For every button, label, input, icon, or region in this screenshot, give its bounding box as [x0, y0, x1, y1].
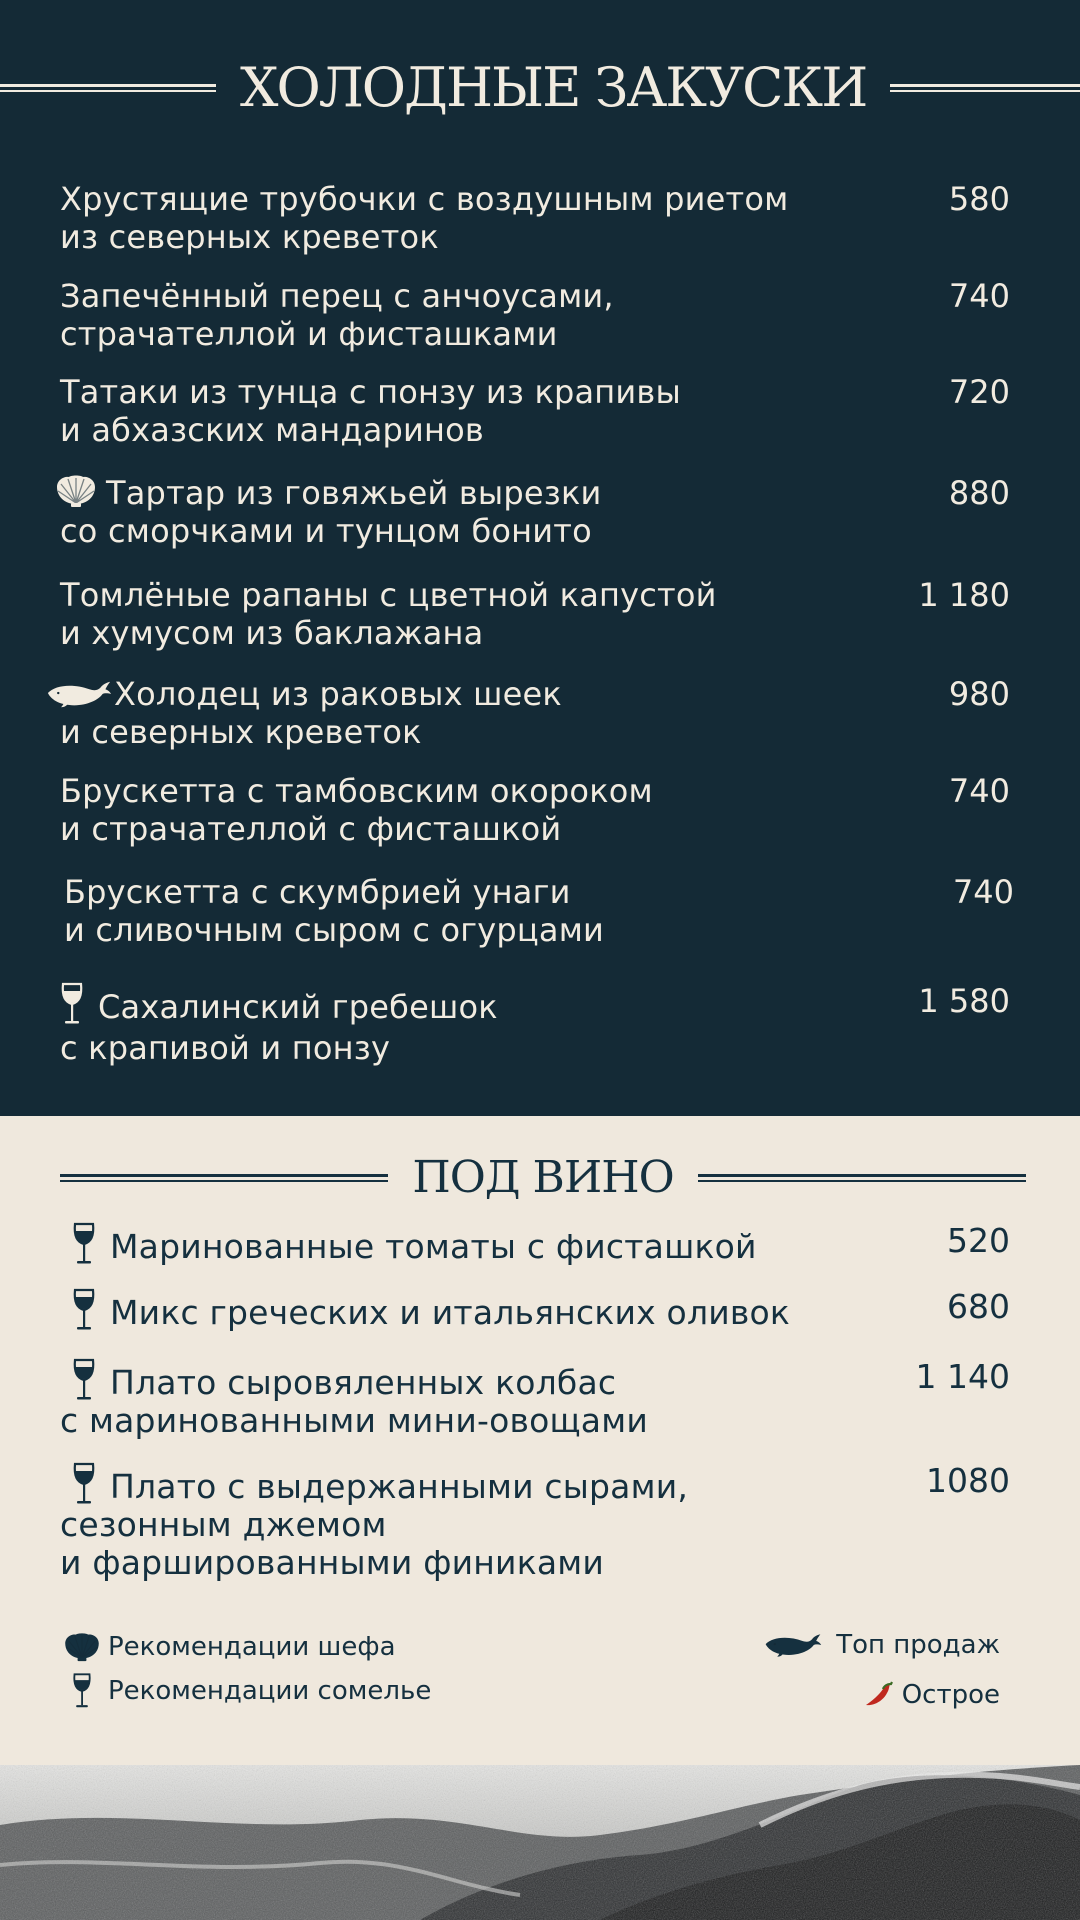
cold-section-header: [0, 56, 1080, 119]
title-divider-left: [60, 1174, 388, 1182]
wine-section-title: ПОД ВИНО: [412, 1152, 674, 1203]
item-name: Татаки из тунца с понзу из крапивы и абхазских мандаринов: [60, 373, 681, 449]
item-price: 520: [947, 1221, 1010, 1260]
item-price: 680: [947, 1287, 1010, 1326]
title-divider-right: [698, 1174, 1026, 1182]
whale-icon: [764, 1632, 822, 1658]
item-price: 880: [948, 474, 1010, 512]
item-name: Маринованные томаты с фисташкой: [60, 1222, 757, 1266]
menu-item: [60, 982, 1010, 1069]
menu-item: [60, 373, 1010, 449]
item-price: 1 180: [918, 576, 1010, 614]
menu-item: [60, 1358, 1010, 1440]
shell-icon: [64, 1632, 100, 1662]
item-name: Запечённый перец с анчоусами, страчателлой и фисташками: [60, 277, 614, 353]
item-price: 580: [948, 180, 1010, 218]
wine-glass-icon: [72, 1358, 96, 1402]
title-divider-right: [890, 84, 1080, 92]
wine-section-header: [0, 1152, 1080, 1203]
item-price: 740: [948, 277, 1010, 315]
legend-chef: Рекомендации шефа: [64, 1632, 396, 1662]
menu-item: [60, 1222, 1010, 1266]
wine-glass-icon: [72, 1672, 92, 1710]
whale-icon: [46, 679, 112, 709]
menu-item: [64, 873, 1014, 949]
item-name: Плато с выдержанными сырами, сезонным джемом и фаршированными финиками: [60, 1462, 688, 1582]
item-name: Томлёные рапаны с цветной капустой и хумусом из баклажана: [60, 576, 717, 652]
menu-item: [60, 180, 1010, 256]
wine-glass-icon: [72, 1288, 96, 1332]
wine-section: [0, 1116, 1080, 1765]
wave-photo: [0, 1765, 1080, 1920]
legend-sommelier: Рекомендации сомелье: [72, 1672, 431, 1710]
cold-section-title: ХОЛОДНЫЕ ЗАКУСКИ: [240, 56, 867, 119]
item-price: 1 580: [918, 982, 1010, 1020]
legend-top-sales: Топ продаж: [764, 1630, 1000, 1660]
item-name: Брускетта с скумбрией унаги и сливочным сыром с огурцами: [64, 873, 605, 949]
item-price: 740: [948, 772, 1010, 810]
menu-item: [60, 277, 1010, 353]
item-name: Хрустящие трубочки с воздушным риетом из северных креветок: [60, 180, 789, 256]
item-name: Брускетта с тамбовским окороком и страчателлой с фисташкой: [60, 772, 653, 848]
item-name: Сахалинский гребешок с крапивой и понзу: [60, 982, 498, 1069]
item-name: Тартар из говяжьей вырезки со сморчками и тунцом бонито: [60, 474, 602, 550]
legend-spicy: Острое: [864, 1680, 1000, 1710]
item-name: Холодец из раковых шеек и северных креветок: [60, 675, 562, 751]
menu-item: [60, 474, 1010, 550]
item-price: 1080: [926, 1461, 1010, 1500]
item-price: 1 140: [915, 1357, 1010, 1396]
menu-item: [60, 576, 1010, 652]
title-divider-left: [0, 84, 216, 92]
menu-item: [60, 1288, 1010, 1332]
menu-item: [60, 1462, 1010, 1582]
wave-image: [0, 1765, 1080, 1920]
menu-item: [60, 772, 1010, 848]
item-price: 720: [948, 373, 1010, 411]
menu-item: [60, 675, 1010, 751]
item-name: Плато сыровяленных колбас с маринованными мини-овощами: [60, 1358, 648, 1440]
item-name: Микс греческих и итальянских оливок: [60, 1288, 790, 1332]
wine-glass-icon: [72, 1222, 96, 1266]
chili-icon: [864, 1681, 894, 1709]
wine-glass-icon: [60, 982, 84, 1026]
item-price: 980: [948, 675, 1010, 713]
wine-glass-icon: [72, 1462, 96, 1506]
item-price: 740: [952, 873, 1014, 911]
shell-icon: [56, 474, 96, 508]
